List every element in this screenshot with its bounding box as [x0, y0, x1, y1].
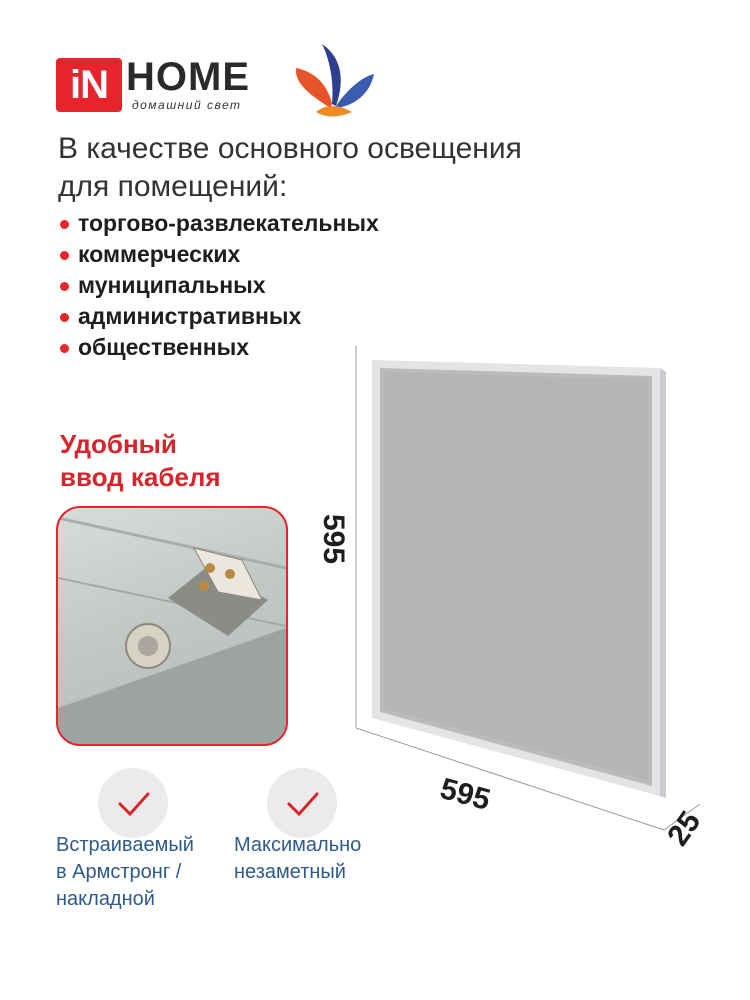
cable-entry-title	[60, 428, 290, 494]
feature-line: в Армстронг /	[56, 861, 182, 883]
list-item	[58, 270, 379, 301]
logo-tagline: домашний свет	[132, 98, 242, 112]
height-dimension-label: 595	[317, 513, 350, 565]
feature-line: Встраиваемый	[56, 834, 194, 856]
list-item-label: общественных	[78, 334, 250, 360]
depth-dimension-label: 25	[661, 805, 708, 852]
list-item-label: административных	[78, 303, 302, 329]
bullet-dot-icon	[60, 251, 69, 260]
cable-title-line2: ввод кабеля	[60, 462, 221, 492]
list-item-label: коммерческих	[78, 241, 241, 267]
butterfly-logo-icon	[286, 38, 376, 118]
logo-in-mark: iN	[56, 58, 122, 112]
list-item-label: муниципальных	[78, 272, 266, 298]
cable-title-line1: Удобный	[60, 429, 177, 459]
bullet-dot-icon	[60, 313, 69, 322]
check-icon	[267, 768, 337, 838]
check-icon	[98, 768, 168, 838]
feature-line: незаметный	[234, 861, 346, 883]
feature-embedded	[56, 832, 226, 913]
list-item	[58, 301, 379, 332]
list-item	[58, 208, 379, 239]
logo-home-text: HOME	[126, 55, 250, 99]
led-panel-illustration	[300, 340, 750, 860]
headline: В качестве основного освещения для помещений:	[58, 132, 522, 203]
feature-line: Максимально	[234, 834, 362, 856]
feature-unobtrusive	[234, 832, 404, 886]
list-item	[58, 239, 379, 270]
bullet-dot-icon	[60, 220, 69, 229]
width-dimension-label: 595	[436, 772, 494, 817]
bullet-dot-icon	[60, 344, 69, 353]
list-item-label: торгово-развлекательных	[78, 210, 379, 236]
bullet-dot-icon	[60, 282, 69, 291]
feature-line: накладной	[56, 888, 155, 910]
cable-terminal-illustration	[58, 508, 286, 744]
cable-entry-photo	[56, 506, 288, 746]
